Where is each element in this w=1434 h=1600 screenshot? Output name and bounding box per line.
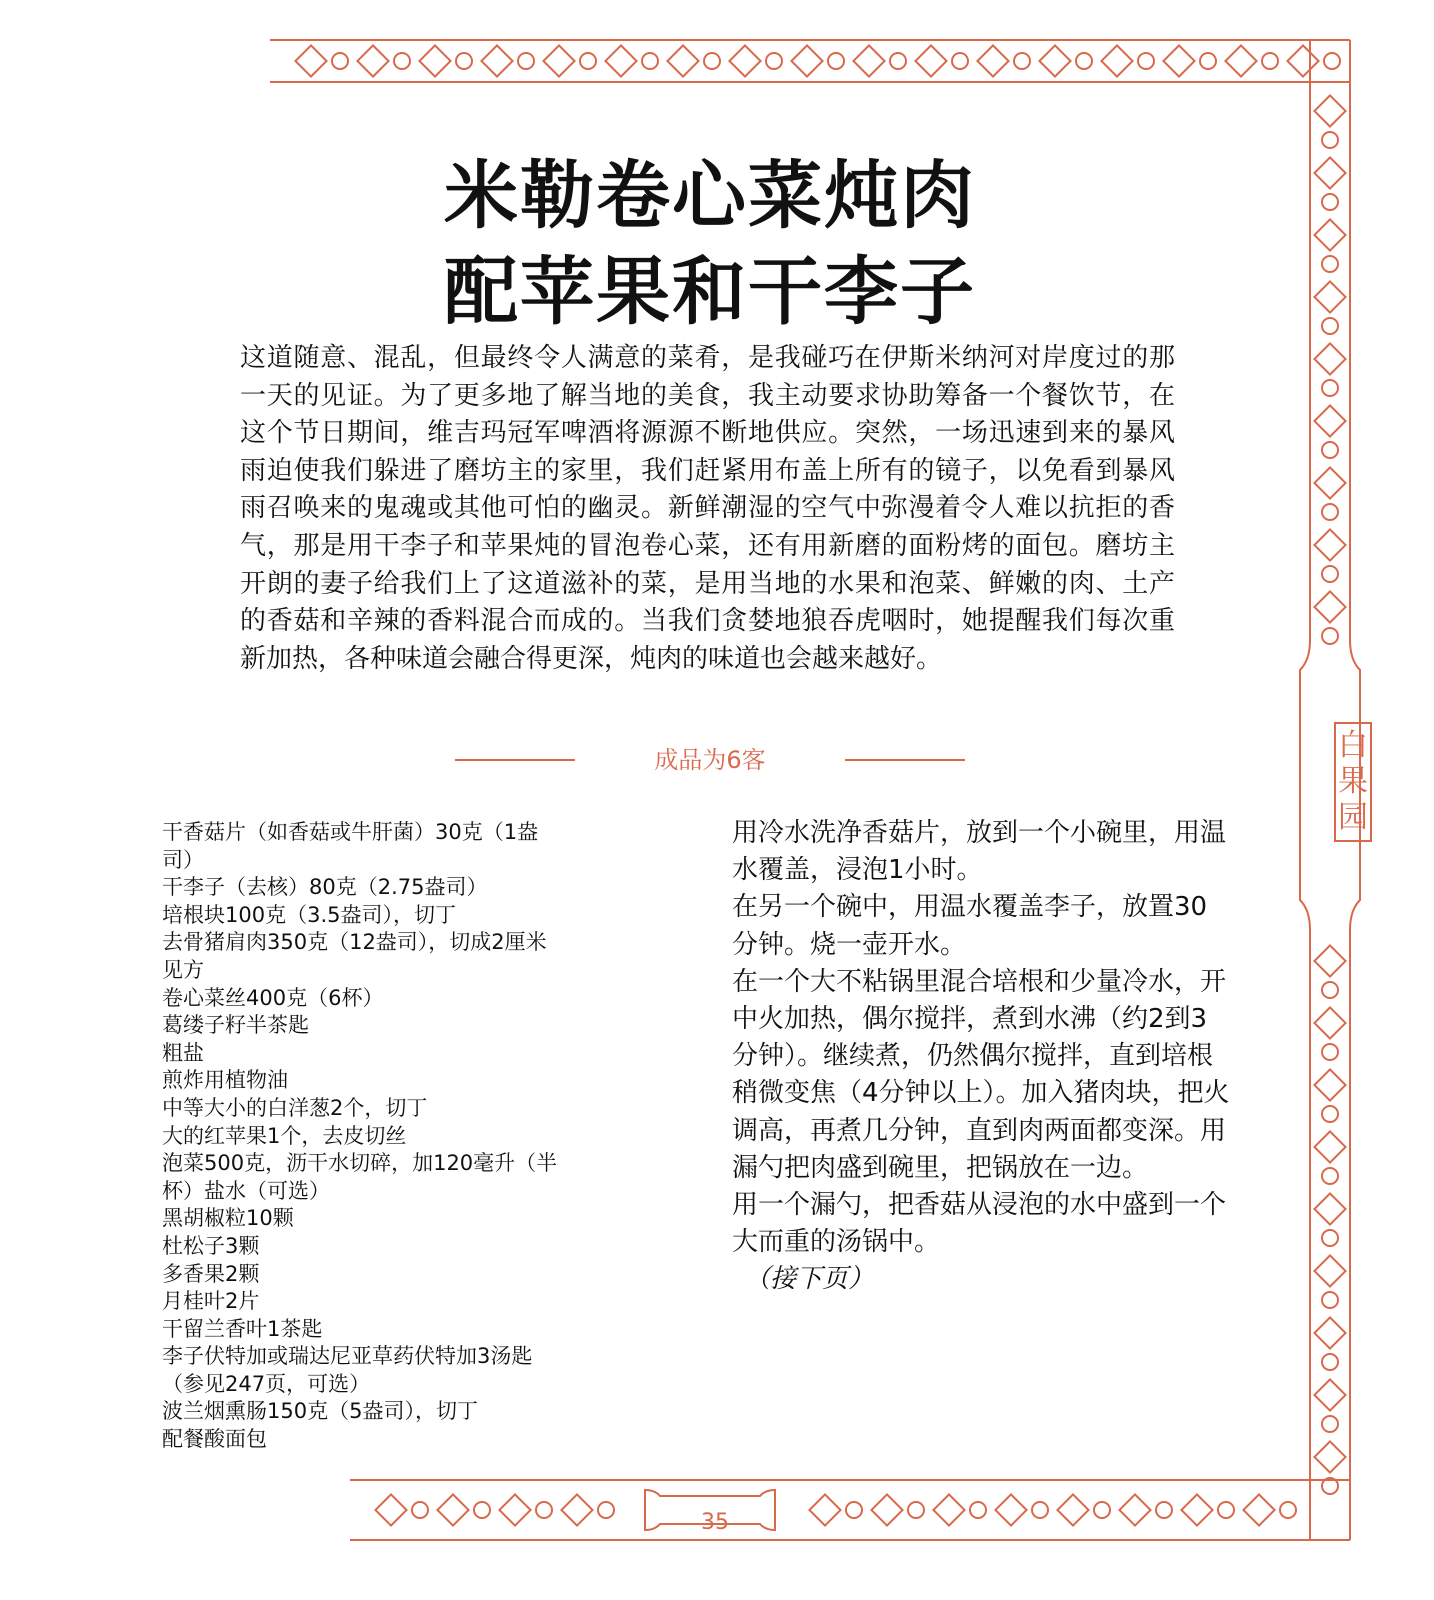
chapter-tab-char: 白 [1338,728,1368,763]
chapter-tab-char: 果 [1338,764,1368,799]
ingredient-item: 配餐酸面包 [162,1427,267,1452]
serves-label: 成品为6客 [654,746,766,774]
ingredient-item: 干香菇片（如香菇或牛肝菌）30克（1盎司） [162,820,539,872]
ingredient-item: 煎炸用植物油 [162,1068,288,1093]
chapter-tab [1334,722,1372,842]
ingredient-item: 李子伏特加或瑞达尼亚草药伏特加3汤匙（参见247页，可选） [162,1344,533,1396]
title-line-1: 米勒卷心菜炖肉 [444,153,976,239]
chapter-tab-char: 园 [1338,800,1368,835]
ingredient-item: 去骨猪肩肉350克（12盎司），切成2厘米见方 [162,930,547,982]
ingredient-item: 粗盐 [162,1040,204,1065]
serves-right-rule [845,759,965,761]
ingredient-item: 干李子（去核）80克（2.75盎司） [162,875,488,900]
method-step: 在另一个碗中，用温水覆盖李子，放置30分钟。烧一壶开水。 [732,892,1208,960]
ingredient-item: 杜松子3颗 [162,1233,260,1258]
ingredient-item: 干留兰香叶1茶匙 [162,1316,323,1341]
method-step: 用冷水洗净香菇片，放到一个小碗里，用温水覆盖，浸泡1小时。 [732,818,1227,886]
ingredient-item: 卷心菜丝400克（6杯） [162,985,384,1010]
title-line-2: 配苹果和干李子 [444,249,976,335]
ingredient-item: 泡菜500克，沥干水切碎，加120毫升（半杯）盐水（可选） [162,1151,558,1203]
page-number: 35 [701,1510,729,1535]
ingredient-item: 波兰烟熏肠150克（5盎司），切丁 [162,1399,478,1424]
ingredient-item: 黑胡椒粒10颗 [162,1206,294,1231]
ingredient-item: 月桂叶2片 [162,1289,260,1314]
continued-note: （接下页） [744,1264,875,1295]
recipe-title [380,148,1040,340]
ingredient-item: 大的红苹果1个，去皮切丝 [162,1123,407,1148]
method-step: 用一个漏勺，把香菇从浸泡的水中盛到一个大而重的汤锅中。 [732,1190,1227,1258]
ingredient-item: 葛缕子籽半茶匙 [162,1013,309,1038]
ingredients-list [162,819,562,1454]
method-step: 在一个大不粘锅里混合培根和少量冷水，开中火加热，偶尔搅拌，煮到水沸（约2到3分钟）。继续煮，仍然偶尔搅拌，直到培根稍微变焦（4分钟以上）。加入猪肉块，把火调高，再煮几分钟，直到肉两面都变深。用漏勺把肉盛到碗里，把锅放在一边。 [732,966,1230,1183]
serves-left-rule [455,759,575,761]
ingredient-item: 多香果2颗 [162,1261,260,1286]
serves-row [0,740,1434,780]
ingredient-item: 培根块100克（3.5盎司），切丁 [162,902,456,927]
ingredient-item: 中等大小的白洋葱2个，切丁 [162,1095,428,1120]
method-steps [732,815,1232,1299]
intro-paragraph: 这道随意、混乱，但最终令人满意的菜肴，是我碰巧在伊斯米纳河对岸度过的那一天的见证。为了更多地了解当地的美食，我主动要求协助筹备一个餐饮节，在这个节日期间，维吉玛冠军啤酒将源源不断地供应。突然，一场迅速到来的暴风雨迫使我们躲进了磨坊主的家里，我们赶紧用布盖上所有的镜子，以免看到暴风雨召唤来的鬼魂或其他可怕的幽灵。新鲜潮湿的空气中弥漫着令人难以抗拒的香气，那是用干李子和苹果炖的冒泡卷心菜，还有用新磨的面粉烤的面包。磨坊主开朗的妻子给我们上了这道滋补的菜，是用当地的水果和泡菜、鲜嫩的肉、土产的香菇和辛辣的香料混合而成的。当我们贪婪地狼吞虎咽时，她提醒我们每次重新加热，各种味道会融合得更深，炖肉的味道也会越来越好。 [240,343,1175,674]
